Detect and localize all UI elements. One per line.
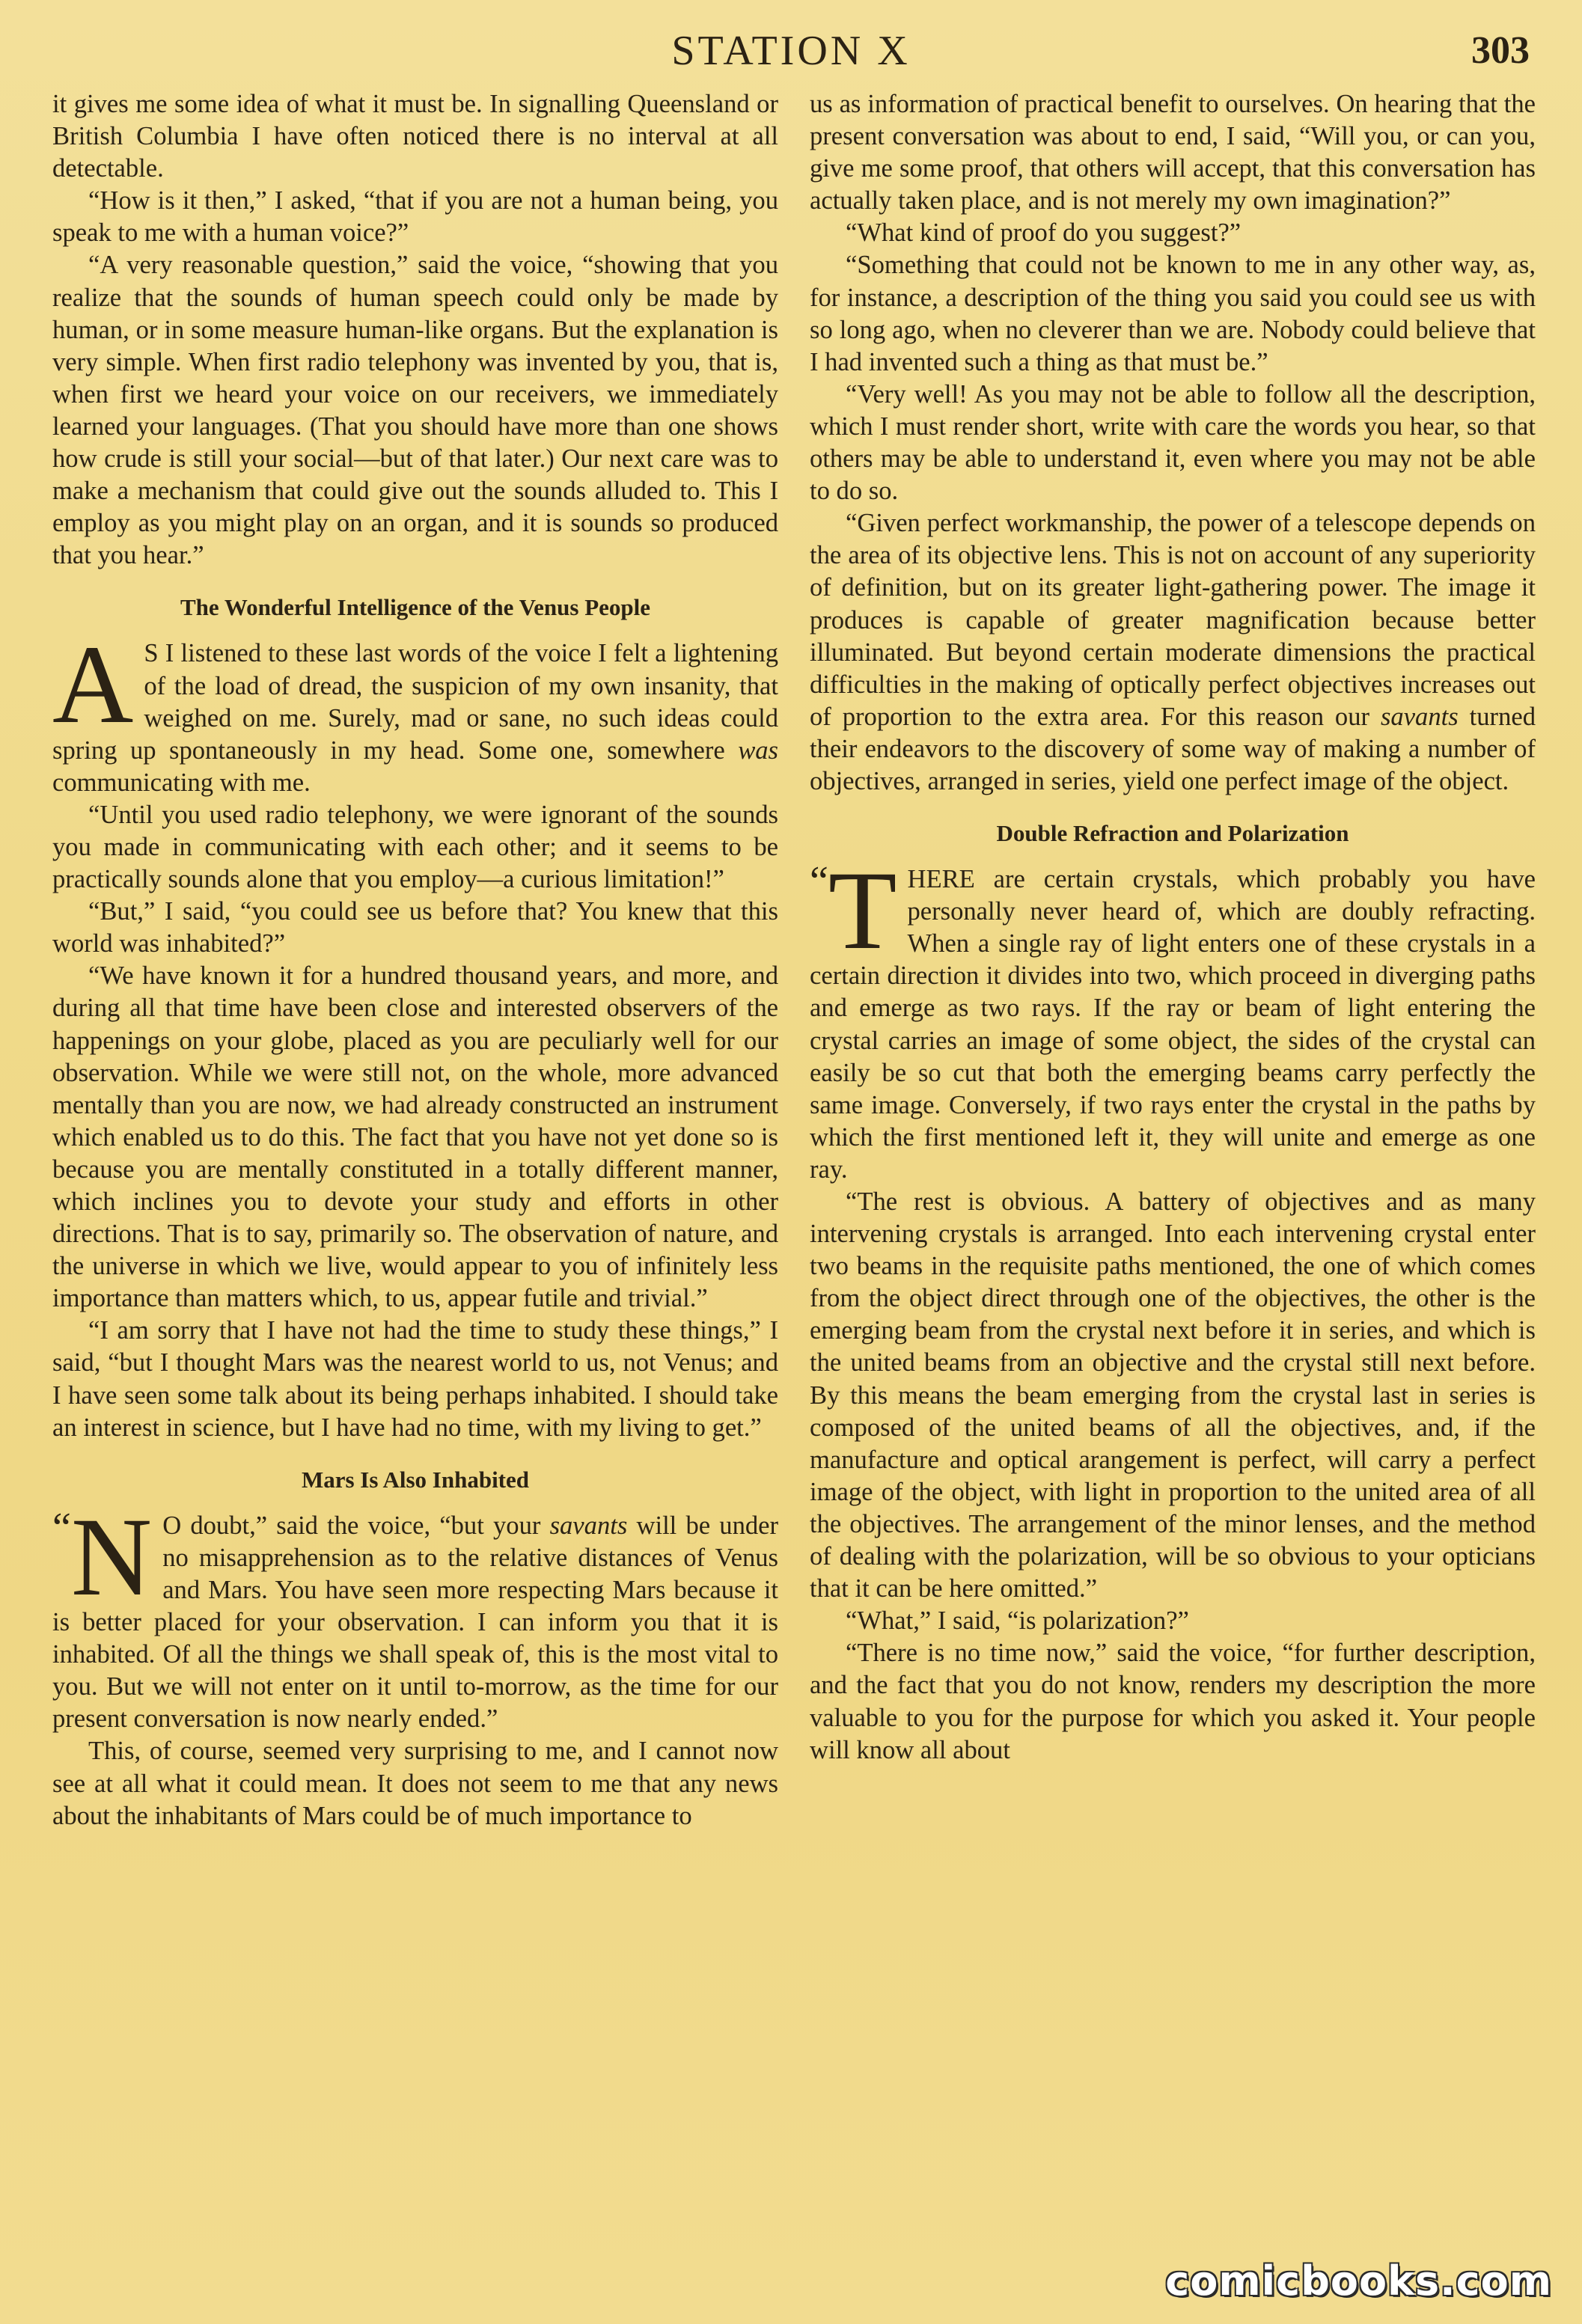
- paragraph-text: S I listened to these last words of the voice I felt a lightening of the load of dread, the suspicion of my own insanity, that weighed on me. Surely, mad or sane, no such ideas could spring up spontaneously in my head. Some one, somewhere: [52, 639, 778, 765]
- paragraph: “We have known it for a hundred thousand years, and more, and during all that time have been close and interested observers of the happenings on your globe, placed as you are peculiarly well for our observation. While we were still not, on the whole, more advanced mentally than you are now, we had already constructed an instrument which enabled us to do this. The fact that you have not yet done so is because you are mentally constituted in a totally different manner, which inclines you to devote your study and efforts in other directions. That is to say, primarily so. The observation of nature, and the universe in which we live, would appear to you of infinitely less importance than matters which, to us, appear futile and trivial.”: [52, 961, 778, 1313]
- paragraph: “But,” I said, “you could see us before that? You knew that this world was inhabited?”: [52, 897, 778, 958]
- paragraph-text: will be under no misapprehension as to the relative distances of Venus and Mars. You have seen more respecting Mars because it is better placed for your observation. I can inform you that it is inhabited. Of all the things we shall speak of, this is the most vital to you. But we will not enter on it until to-morrow, as the time for our present conversation is now nearly ended.”: [52, 1511, 779, 1734]
- running-title: STATION X: [671, 28, 911, 74]
- watermark: comicbooks.com: [1165, 2257, 1552, 2305]
- paragraph-text: turned their endeavors to the discovery of some way of making a number of objectives, arranged in series, yield one perfect image of the object.: [810, 702, 1536, 795]
- paragraph-text: HERE are certain crystals, which probably you have personally never heard of, which are doubly refracting. When a single ray of light enters one of these crystals in a certain direction it divides into two, which proceed in diverging paths and emerge as two rays. If the ray or beam of light entering the crystal carries an image of some object, the sides of the crystal can easily be so cut that both the emerging beams carry perfectly the same image. Conversely, if two rays enter the crystal in the paths by which the first mentioned left it, they will unite and emerge as one ray.: [810, 865, 1536, 1184]
- opening-quote: “: [52, 1504, 71, 1551]
- paragraph: “The rest is obvious. A battery of objectives and as many intervening crystals is arranged. Into each intervening crystal enter two beams in the requisite paths mentioned, the one of which comes from the object direct through one of the objectives, the other is the emerging beam from the crystal next before it in series, and which is the united beams from an objective and the crystal still next before. By this means the beam emerging from the crystal last in series is composed of the united beams of all the objectives, and, if the manufacture and optical arangement is perfect, will carry a perfect image of the object, with light in proportion to the united area of all the objectives. The arrangement of the minor lenses, and the method of dealing with the polarization, will be so obvious to your opticians that it can be here omitted.”: [810, 1187, 1536, 1603]
- left-column: [52, 88, 778, 1832]
- paragraph: us as information of practical benefit to ourselves. On hearing that the present conversation was about to end, I said, “Will you, or can you, give me some proof, that others will accept, that this conversation has actually taken place, and is not merely my own imagination?”: [810, 90, 1536, 215]
- paragraph: “What,” I said, “is polarization?”: [846, 1606, 1189, 1636]
- paragraph-text: O doubt,” said the voice, “but your: [162, 1511, 550, 1540]
- paragraph-text: communicating with me.: [52, 768, 311, 797]
- section-heading: The Wonderful Intelligence of the Venus People: [180, 594, 651, 621]
- drop-cap: [52, 1494, 153, 1619]
- paragraph-with-drop-cap: [810, 848, 1536, 1186]
- paragraph-with-drop-cap: [52, 623, 778, 798]
- paragraph: [810, 507, 1536, 798]
- paragraph: it gives me some idea of what it must be. In signalling Queensland or British Columbia I have often noticed there is no interval at all detectable.: [52, 90, 778, 183]
- paragraph: “How is it then,” I asked, “that if you are not a human being, you speak to me with a human voice?”: [52, 186, 778, 248]
- paragraph: “I am sorry that I have not had the time to study these things,” I said, “but I thought Mars was the nearest world to us, not Venus; and I have seen some talk about its being perhaps inhabited. I should take an interest in science, but I have had no time, with my living to get.”: [52, 1316, 778, 1442]
- drop-cap: [810, 848, 897, 973]
- emphasis: was: [738, 736, 778, 765]
- opening-quote: “: [810, 858, 828, 905]
- drop-cap-letter: T: [828, 848, 897, 973]
- paragraph: “Until you used radio telephony, we were ignorant of the sounds you made in communicating with each other; and it seems to be practically sounds alone that you employ—a curious limitation!”: [52, 800, 778, 894]
- paragraph: “Something that could not be known to me in any other way, as, for instance, a description of the thing you said you could see us with so long ago, when no cleverer than we are. Nobody could believe that I had invented such a thing as that must be.”: [810, 251, 1536, 376]
- paragraph: “Very well! As you may not be able to follow all the description, which I must render short, write with care the words you hear, so that others may be able to understand it, even where you may not be able to do so.: [810, 379, 1536, 506]
- paragraph: This, of course, seemed very surprising to me, and I cannot now see at all what it could mean. It does not seem to me that any news about the inhabitants of Mars could be of much importance to: [52, 1737, 778, 1830]
- paragraph-text: “Given perfect workmanship, the power of a telescope depends on the area of its objective lens. This is not on account of any superiority of definition, but on its greater light-gathering power. The image it produces is capable of greater magnification because better illuminated. But beyond certain moderate dimensions the practical difficulties in the making of optically perfect objectives increases out of proportion to the extra area. For this reason our: [810, 509, 1536, 731]
- section-heading: Double Refraction and Polarization: [996, 820, 1349, 847]
- drop-cap-letter: N: [70, 1494, 153, 1619]
- paragraph: “What kind of proof do you suggest?”: [846, 218, 1242, 248]
- paragraph: “There is no time now,” said the voice, “for further description, and the fact that you do not know, renders my description the more valuable to you for the purpose for which you asked it. Your people will know all about: [810, 1639, 1536, 1764]
- page-number: 303: [1471, 29, 1530, 72]
- drop-cap: A: [52, 623, 134, 747]
- paragraph: “A very reasonable question,” said the voice, “showing that you realize that the sounds of human speech could only be made by human, or in some measure human-like organs. But the explanation is very simple. When first radio telephony was invented by you, that is, when first we heard your voice on our receivers, we immediately learned your languages. (That you should have more than one shows how crude is still your social—but of that later.) Our next care was to make a mechanism that could give out the sounds alluded to. This I employ as you might play on an organ, and it is sounds so produced that you hear.”: [52, 251, 778, 570]
- section-heading: Mars Is Also Inhabited: [301, 1466, 530, 1493]
- paragraph-with-drop-cap: [52, 1494, 779, 1736]
- emphasis: savants: [549, 1511, 628, 1540]
- page-header: [0, 27, 1582, 79]
- right-column: [810, 88, 1536, 1767]
- emphasis: savants: [1380, 702, 1459, 731]
